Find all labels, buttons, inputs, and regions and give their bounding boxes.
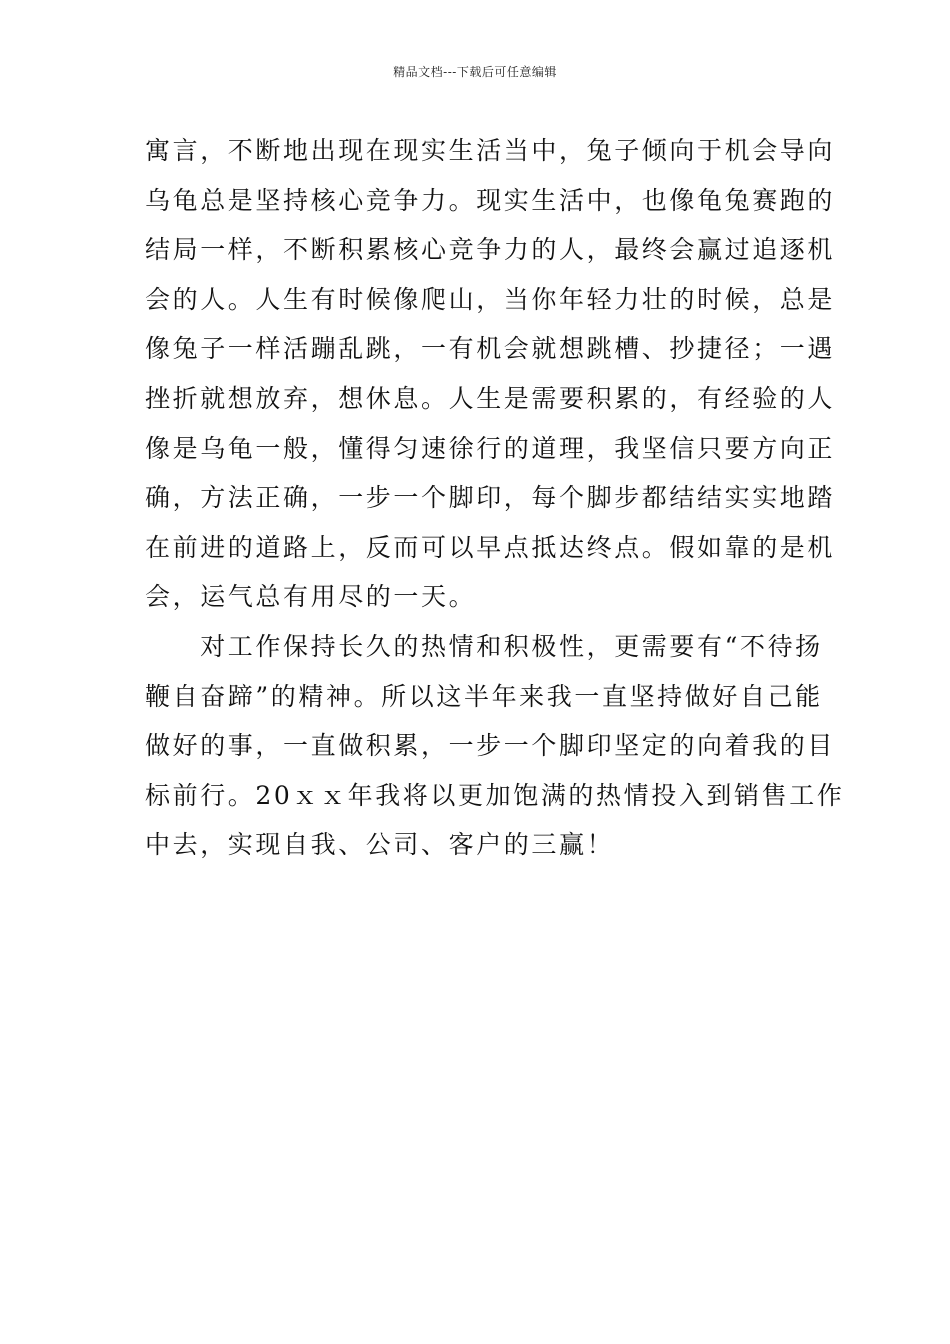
document-body (145, 126, 845, 870)
text-line: 像兔子一样活蹦乱跳，一有机会就想跳槽、抄捷径；一遇 (145, 334, 836, 364)
text-line: 鞭自奋蹄”的精神。所以这半年来我一直坚持做好自己能 (145, 681, 823, 711)
text-line: 中去，实现自我、公司、客户的三赢！ (145, 830, 615, 860)
page-header: 精品文档---下载后可任意编辑 (393, 65, 557, 79)
text-line: 确，方法正确，一步一个脚印，每个脚步都结结实实地踏 (145, 483, 836, 513)
text-line: 会，运气总有用尽的一天。 (145, 582, 477, 612)
text-line: 挫折就想放弃，想休息。人生是需要积累的，有经验的人 (145, 383, 836, 413)
text-line: 乌龟总是坚持核心竞争力。现实生活中，也像龟兔赛跑的 (145, 185, 836, 215)
text-line: 寓言，不断地出现在现实生活当中，兔子倾向于机会导向 (145, 136, 836, 165)
text-line: 会的人。人生有时候像爬山，当你年轻力壮的时候，总是 (145, 284, 836, 314)
paragraph-1 (145, 126, 836, 622)
text-line: 对工作保持长久的热情和积极性，更需要有“不待扬 (145, 631, 823, 661)
text-line: 结局一样，不断积累核心竞争力的人，最终会赢过追逐机 (145, 235, 836, 265)
text-line: 标前行。20ｘｘ年我将以更加饱满的热情投入到销售工作 (145, 780, 845, 810)
paragraph-2 (145, 622, 845, 870)
text-line: 在前进的道路上，反而可以早点抵达终点。假如靠的是机 (145, 532, 836, 562)
text-line: 做好的事，一直做积累，一步一个脚印坚定的向着我的目 (145, 731, 836, 761)
text-line: 像是乌龟一般，懂得匀速徐行的道理，我坚信只要方向正 (145, 433, 836, 463)
